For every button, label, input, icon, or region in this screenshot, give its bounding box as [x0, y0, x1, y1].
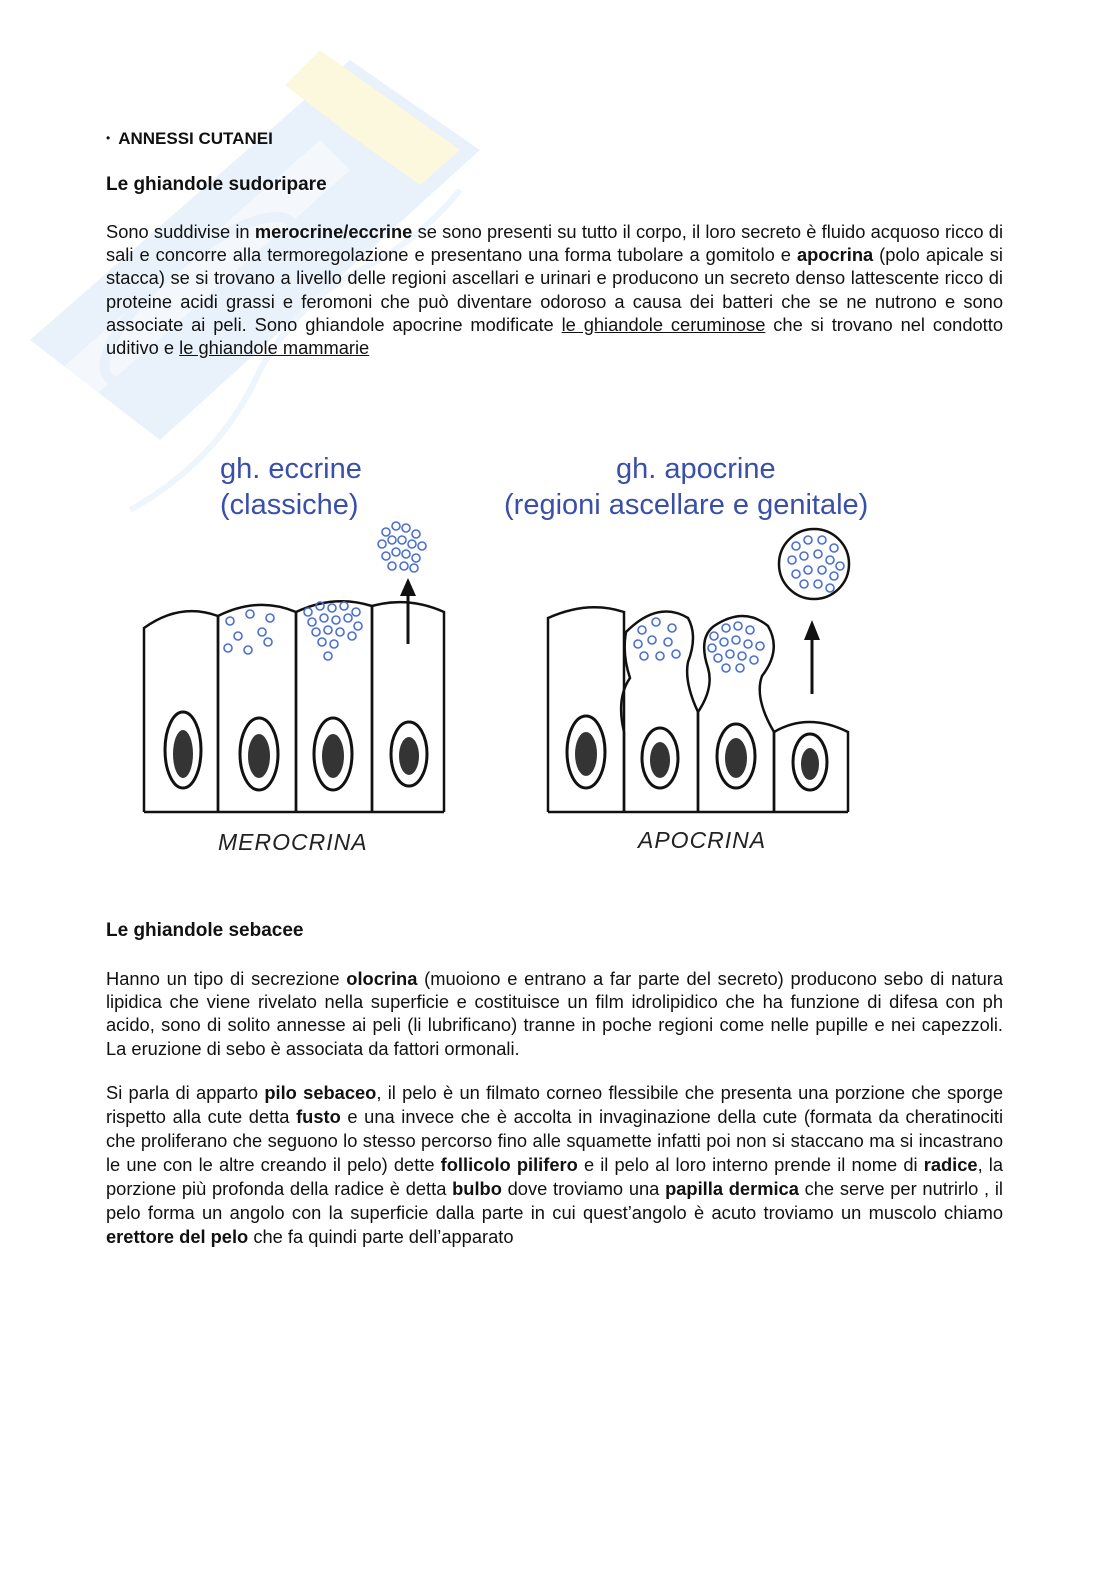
merocrina-label: MEROCRINA — [218, 829, 368, 855]
right-title-1: gh. apocrine — [616, 453, 776, 485]
sebaceous-heading: Le ghiandole sebacee — [106, 920, 304, 941]
section-title-text: ANNESSI CUTANEI — [118, 129, 273, 148]
merocrine-arrow-icon — [400, 578, 416, 644]
apocrine-droplet — [779, 529, 849, 599]
left-title-2: (classiche) — [220, 489, 359, 521]
left-title-1: gh. eccrine — [220, 453, 362, 485]
sweat-glands-heading: Le ghiandole sudoripare — [106, 174, 327, 195]
section-title — [106, 129, 273, 149]
term-ceruminose: le ghiandole ceruminose — [561, 313, 766, 335]
sweat-glands-paragraph: Sono suddivise in merocrine/eccrine se sono presenti su tutto il corpo, il loro secreto è fluido acquoso ricco di sali e concorre alla termoregolazione e presentano una forma tubolare a gomitolo e apocrina (polo apicale si stacca) se si trovano a livello delle regioni ascellari e urinari e producono un secreto denso lattescente ricco di proteine acidi grassi e feromoni che può diventare odoroso a causa dei batteri che se ne nutrono e sono associate ai peli. Sono ghiandole apocrine modificate le ghiandole ceruminose che si trovano nel condotto uditivo e le ghiandole mammarie — [106, 221, 1004, 359]
bullet-icon: • — [106, 131, 111, 145]
term-merocrine: merocrine/eccrine — [254, 221, 413, 242]
term-mammarie: le ghiandole mammarie — [179, 337, 370, 359]
term-apocrina: apocrina — [796, 244, 874, 266]
apocrine-arrow-icon — [804, 620, 820, 694]
right-title-2: (regioni ascellare e genitale) — [504, 489, 869, 521]
term-olocrina: olocrina — [346, 968, 418, 989]
secretion-figure — [128, 436, 918, 866]
sebaceous-paragraph-2: Si parla di apparto pilo sebaceo, il pelo è un filmato corneo flessibile che presenta una porzione che sporge rispetto alla cute detta fusto e una invece che è accolta in invaginazione della cute (formata da cheratinociti che proliferano che seguono lo stesso percorso fino alle squamette infatti poi non si staccano ma si incastrano le une con le altre creando il pelo) dette follicolo pilifero e il pelo al loro interno prende il nome di radice, la porzione più profonda della radice è detta bulbo dove troviamo una papilla dermica che serve per nutrirlo , il pelo forma un angolo con la superficie dalla parte in cui quest’angolo è acuto troviamo un muscolo chiamo erettore del pelo che fa quindi parte dell’apparato — [106, 1082, 1004, 1247]
sebaceous-paragraph-1: Hanno un tipo di secrezione olocrina (muoiono e entrano a far parte del secreto) producono sebo di natura lipidica che viene rivelato nella superficie e costituisce un film idrolipidico che ha funzione di difesa con ph acido, sono di solito annesse ai peli (li lubrificano) tranne in poche regioni come nelle pupille e nei capezzoli. La eruzione di sebo è associata da fattori ormonali. — [106, 968, 1003, 1059]
merocrine-vesicles — [224, 522, 426, 660]
apocrina-label: APOCRINA — [638, 827, 767, 853]
apocrine-vesicles — [634, 618, 764, 672]
